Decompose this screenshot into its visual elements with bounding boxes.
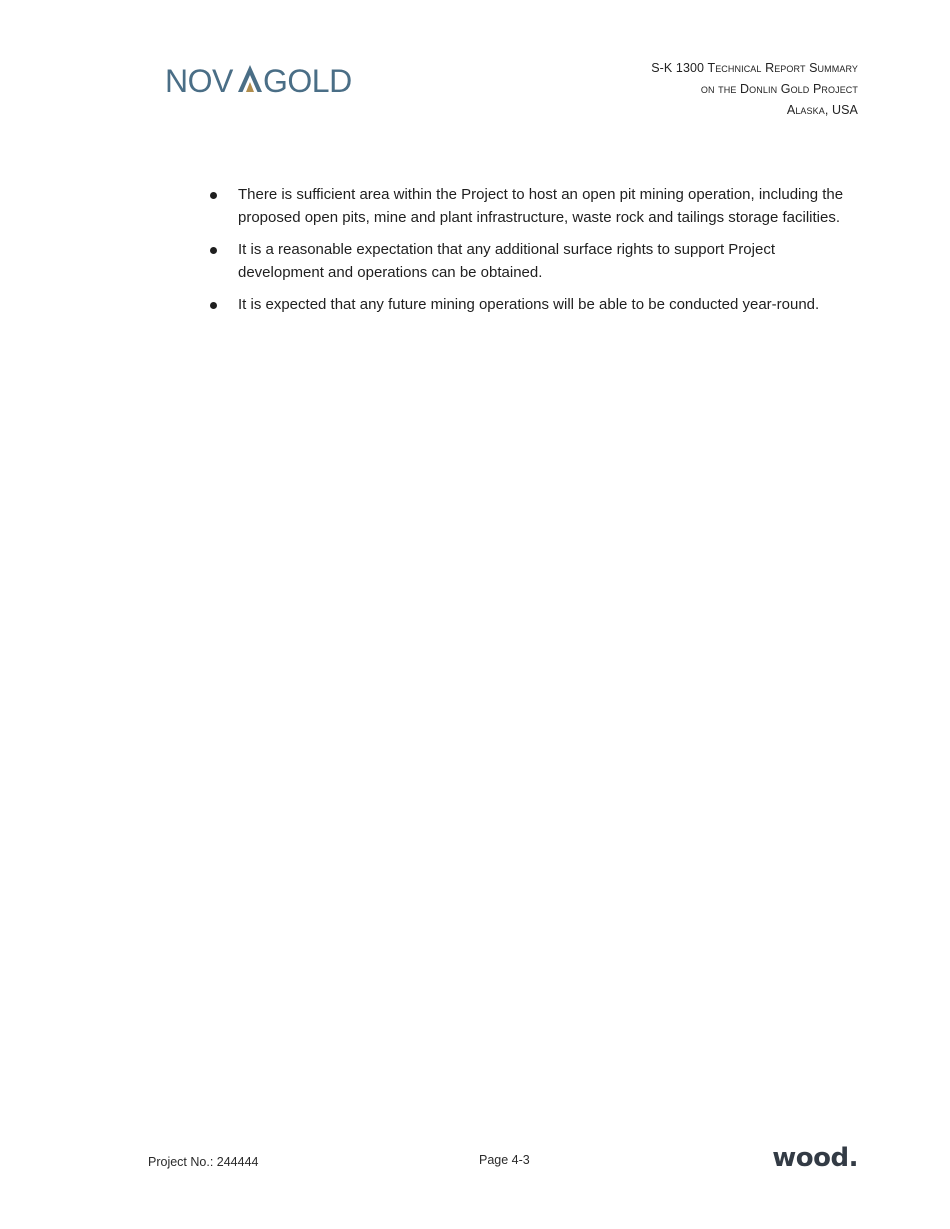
report-title-line-1: S-K 1300 Technical Report Summary [651, 61, 858, 75]
bullet-icon [210, 192, 217, 199]
novagold-logo-text-left: NOV [165, 63, 233, 99]
bullet-text: There is sufficient area within the Project to host an open pit mining operation, including the proposed open pits, mine and plant infrastructure, waste rock and tailings storage facilities. [238, 186, 844, 226]
list-item [208, 294, 858, 317]
report-title-line-3: Alaska, USA [786, 103, 858, 117]
page-number: Page 4-3 [479, 1153, 530, 1167]
list-item [208, 184, 858, 229]
novagold-logo-text-right: GOLD [263, 63, 352, 99]
novagold-logo [165, 62, 352, 99]
body-content [208, 184, 858, 327]
bullet-text: It is a reasonable expectation that any additional surface rights to support Project development and operations can be obtained. [238, 241, 775, 281]
list-item [208, 239, 858, 284]
report-title-line-2: on the Donlin Gold Project [700, 82, 858, 96]
bullet-icon [210, 247, 217, 254]
bullet-icon [210, 302, 217, 309]
logo-a-mark [238, 65, 262, 92]
novagold-logo-graphic [165, 63, 352, 99]
report-title-block [651, 58, 858, 121]
wood-logo: wood. [772, 1143, 858, 1173]
bullet-text: It is expected that any future mining operations will be able to be conducted year-round. [238, 296, 820, 313]
project-number: Project No.: 244444 [148, 1155, 259, 1169]
bullet-list [208, 184, 858, 317]
